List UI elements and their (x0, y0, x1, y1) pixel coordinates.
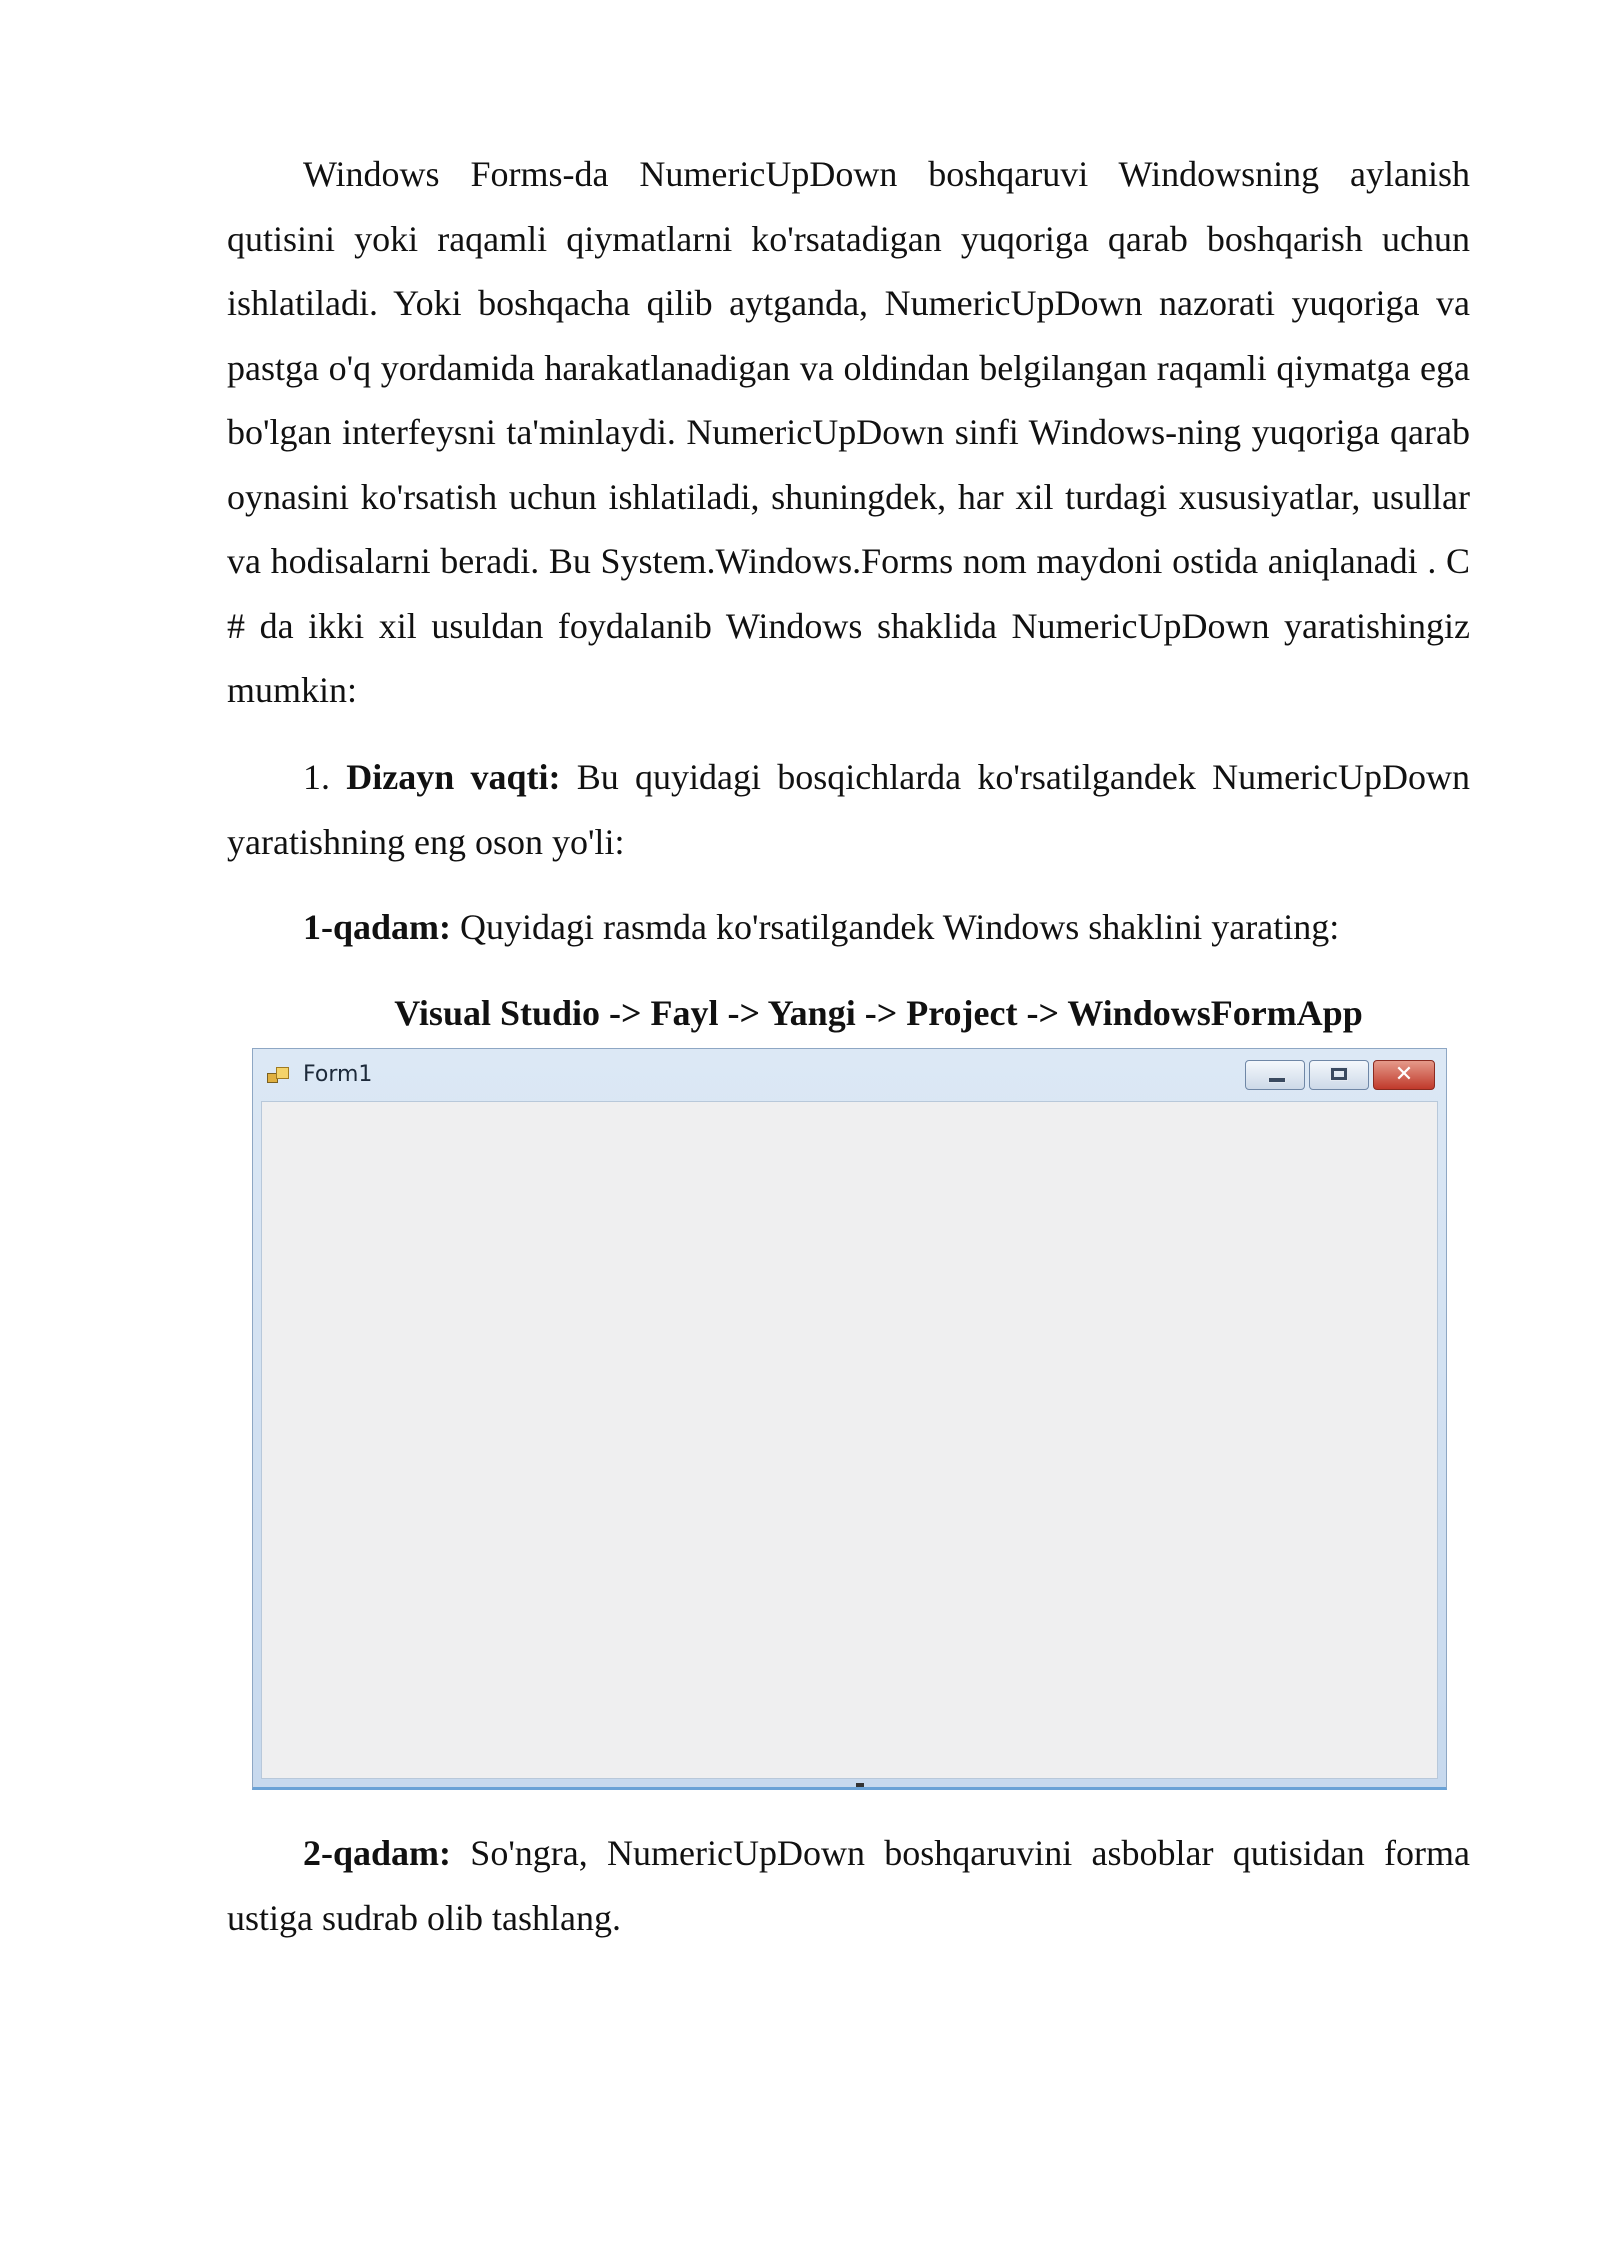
form-app-icon (267, 1065, 289, 1085)
step1-text: Quyidagi rasmda ko'rsatilgandek Windows shaklini yarating: (460, 907, 1340, 947)
design-time-paragraph (227, 745, 1470, 874)
step2-text: So'ngra, NumericUpDown boshqaruvini asboblar qutisidan forma ustiga sudrab olib tashlang. (227, 1833, 1470, 1938)
resize-grip-icon[interactable] (856, 1783, 864, 1787)
minimize-icon (1268, 1077, 1286, 1083)
design-label: Dizayn vaqti: (346, 757, 561, 797)
window-titlebar (253, 1049, 1446, 1101)
maximize-icon (1331, 1068, 1347, 1080)
close-button[interactable] (1373, 1060, 1435, 1090)
step1-label: 1-qadam: (303, 907, 452, 947)
design-number: 1. (303, 757, 330, 797)
step2-label: 2-qadam: (303, 1833, 452, 1873)
minimize-button[interactable] (1245, 1060, 1305, 1090)
step2-paragraph (227, 1821, 1470, 1950)
intro-paragraph (227, 142, 1470, 723)
close-icon: ✕ (1394, 1062, 1414, 1087)
intro-text: Windows Forms-da NumericUpDown boshqaruvi Windowsning aylanish qutisini yoki raqamli qiymatlarni ko'rsatadigan yuqoriga qarab boshqarish uchun ishlatiladi. Yoki boshqacha qilib aytganda, NumericUpDown nazorati yuqoriga va pastga o'q yordamida harakatlanadigan va oldindan belgilangan raqamli qiymatga ega bo'lgan interfeysni ta'minlaydi. NumericUpDown sinfi Windows-ning yuqoriga qarab oynasini ko'rsatish uchun ishlatiladi, shuningdek, har xil turdagi xususiyatlar, usullar va hodisalarni beradi. Bu System.Windows.Forms nom maydoni ostida aniqlanadi . C # da ikki xil usuldan foydalanib Windows shaklida NumericUpDown yaratishingiz mumkin: (227, 154, 1470, 710)
step1-paragraph (227, 895, 1470, 960)
menu-path-line: Visual Studio -> Fayl -> Yangi -> Project -> WindowsFormApp (394, 993, 1363, 1033)
maximize-button[interactable] (1309, 1060, 1369, 1090)
form1-window-screenshot (252, 1048, 1447, 1790)
window-title: Form1 (303, 1062, 373, 1087)
design-text: Bu quyidagi bosqichlarda ko'rsatilgandek NumericUpDown yaratishning eng oson yo'li: (227, 757, 1471, 862)
form-client-area[interactable] (261, 1101, 1438, 1779)
